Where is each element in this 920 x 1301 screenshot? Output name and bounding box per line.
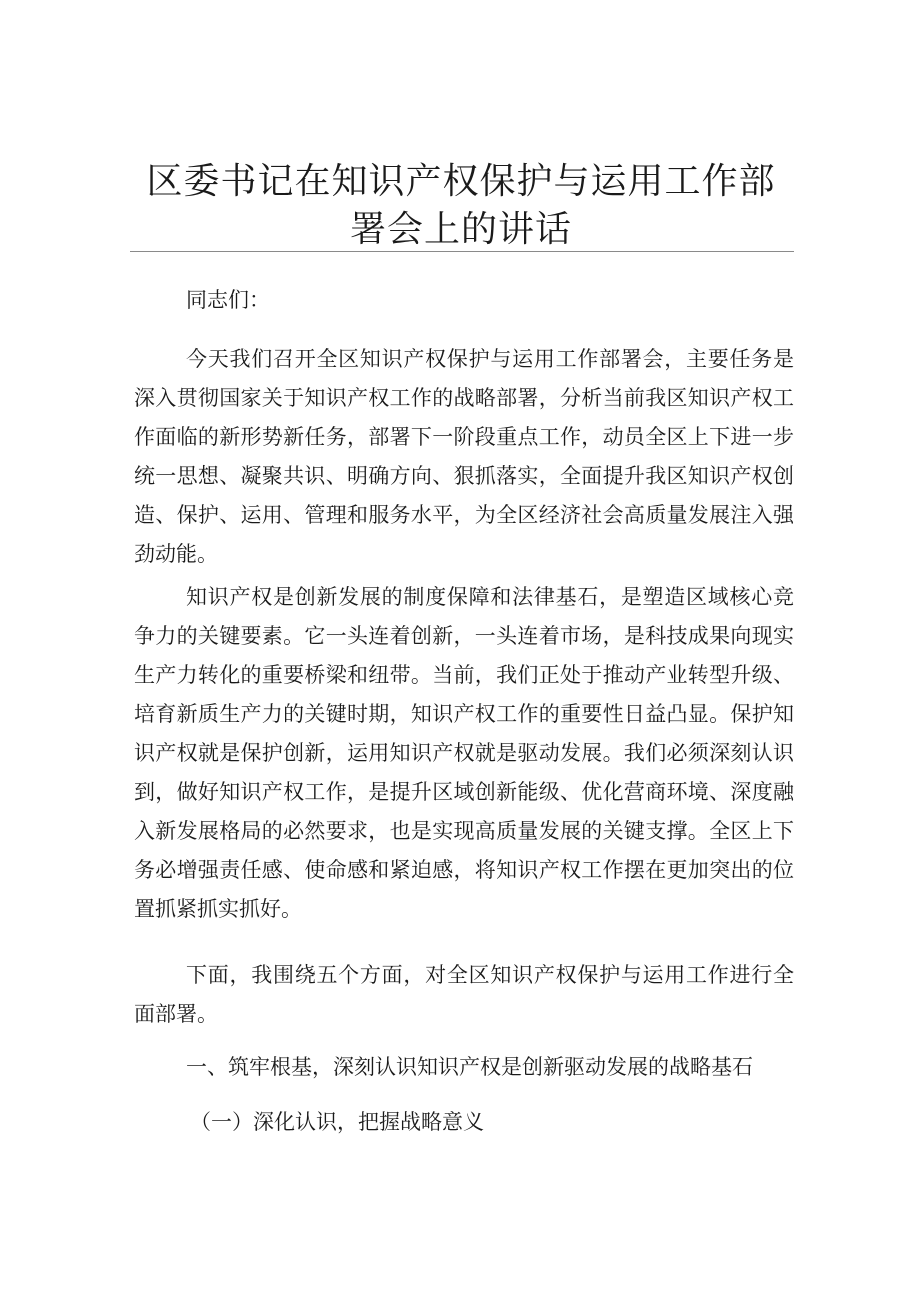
salutation: 同志们：: [186, 288, 270, 312]
title-underline: [130, 251, 794, 252]
document-title: 区委书记在知识产权保护与运用工作部署会上的讲话: [146, 161, 776, 250]
paragraph-2: 知识产权是创新发展的制度保障和法律基石，是塑造区域核心竞争力的关键要素。它一头连着创新，一头连着市场，是科技成果向现实生产力转化的重要桥梁和纽带。当前，我们正处于推动产业转型升级、培育新质生产力的关键时期，知识产权工作的重要性日益凸显。保护知识产权就是保护创新，运用知识产权就是驱动发展。我们必须深刻认识到，做好知识产权工作，是提升区域创新能级、优化营商环境、深度融入新发展格局的必然要求，也是实现高质量发展的关键支撑。全区上下务必增强责任感、使命感和紧迫感，将知识产权工作摆在更加突出的位置抓紧抓实抓好。: [134, 585, 794, 921]
paragraph-3: 下面，我围绕五个方面，对全区知识产权保护与运用工作进行全面部署。: [134, 963, 794, 1026]
paragraph-1: 今天我们召开全区知识产权保护与运用工作部署会，主要任务是深入贯彻国家关于知识产权工作的战略部署，分析当前我区知识产权工作面临的新形势新任务，部署下一阶段重点工作，动员全区上下进一步统一思想、凝聚共识、明确方向、狠抓落实，全面提升我区知识产权创造、保护、运用、管理和服务水平，为全区经济社会高质量发展注入强劲动能。: [134, 347, 794, 566]
section-heading-1: 一、筑牢根基，深刻认识知识产权是创新驱动发展的战略基石: [186, 1055, 753, 1079]
subsection-heading-1: （一）深化认识，把握战略意义: [190, 1110, 484, 1134]
